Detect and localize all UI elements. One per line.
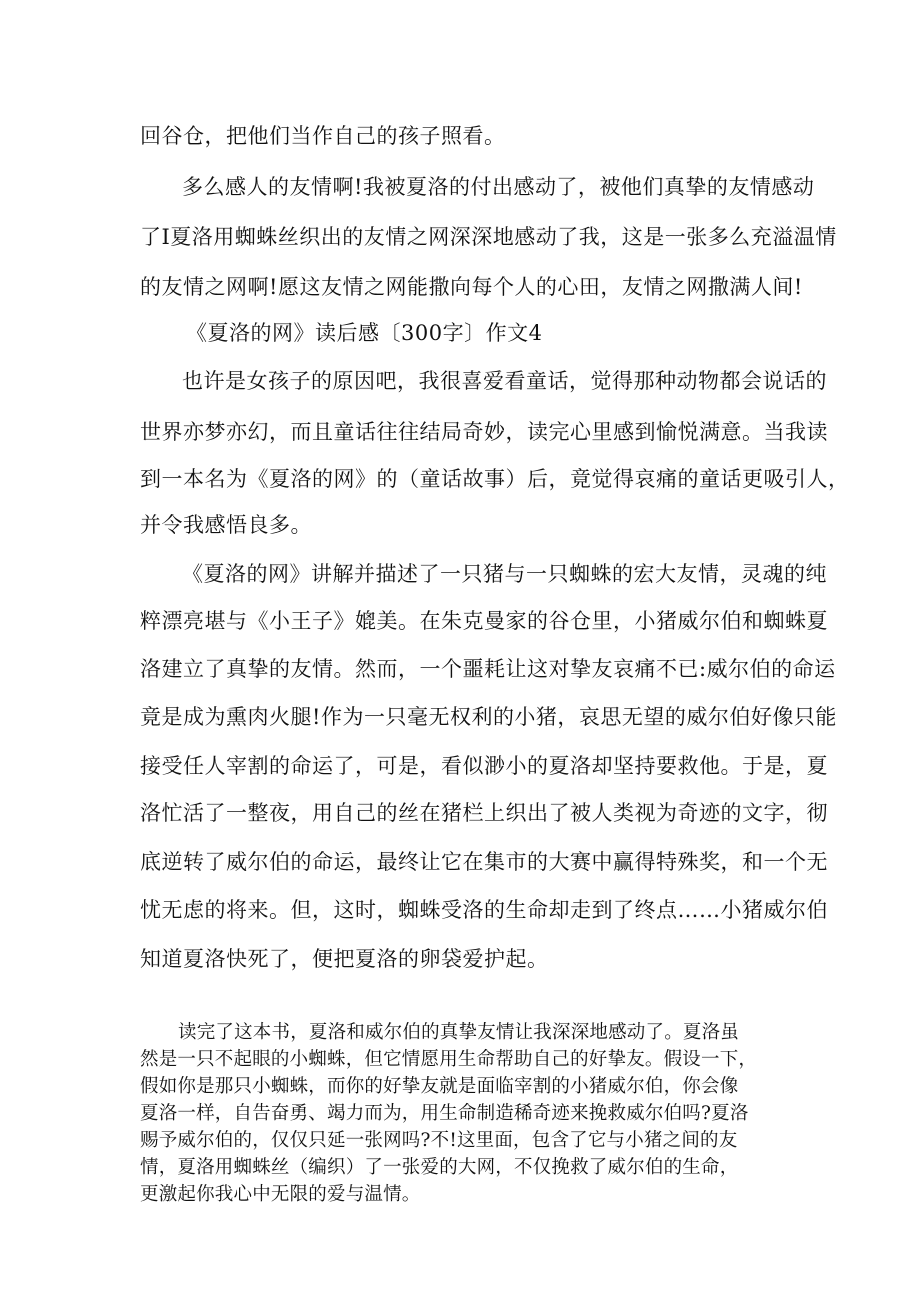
paragraph-line: 知道夏洛快死了，便把夏洛的卵袋爱护起。 — [140, 947, 549, 971]
paragraph-line: 洛建立了真挚的友情。然而，一个噩耗让这对挚友哀痛不已:威尔伯的命运 — [140, 657, 836, 681]
paragraph-line: 赐予威尔伯的，仅仅只延一张网吗?不!这里面，包含了它与小猪之间的友 — [140, 1130, 738, 1151]
paragraph-line: 多么感人的友情啊!我被夏洛的付出感动了，被他们真挚的友情感动 — [182, 175, 815, 199]
paragraph-line: 更激起你我心中无限的爱与温情。 — [140, 1184, 421, 1205]
paragraph-line: 读完了这本书，夏洛和威尔伯的真挚友情让我深深地感动了。夏洛虽 — [178, 1022, 740, 1043]
paragraph-line: 到一本名为《夏洛的网》的（童话故事）后，竟觉得哀痛的童话更吸引人， — [140, 467, 850, 491]
essay-title: 《夏洛的网》读后感〔300字〕作文4 — [186, 321, 543, 345]
paragraph-line: 接受任人宰割的命运了，可是，看似渺小的夏洛却坚持要救他。于是，夏 — [140, 754, 828, 778]
paragraph-line: 情，夏洛用蜘蛛丝（编织）了一张爱的大网，不仅挽救了威尔伯的生命， — [140, 1157, 739, 1178]
paragraph-line: 世界亦梦亦幻，而且童话往往结局奇妙，读完心里感到愉悦满意。当我读 — [140, 420, 828, 444]
paragraph-line: 的友情之网啊!愿这友情之网能撒向每个人的心田，友情之网撒满人间! — [140, 275, 803, 299]
paragraph-line: 假如你是那只小蜘蛛，而你的好挚友就是面临宰割的小猪威尔伯，你会像 — [140, 1076, 739, 1097]
paragraph-line: 底逆转了威尔伯的命运，最终让它在集市的大赛中赢得特殊奖，和一个无 — [140, 850, 828, 874]
paragraph-line: 洛忙活了一整夜，用自己的丝在猪栏上织出了被人类视为奇迹的文字，彻 — [140, 801, 828, 825]
paragraph-line: 了I夏洛用蜘蛛丝织出的友情之网深深地感动了我，这是一张多么充溢温情 — [140, 225, 837, 249]
paragraph-line: 夏洛一样，自告奋勇、竭力而为，用生命制造稀奇迹来挽救威尔伯吗?夏洛 — [140, 1103, 749, 1124]
paragraph-line: 粹漂亮堪与《小王子》媲美。在朱克曼家的谷仓里，小猪威尔伯和蜘蛛夏 — [140, 609, 828, 633]
paragraph-line: 也许是女孩子的原因吧，我很喜爱看童话，觉得那种动物都会说话的 — [182, 369, 827, 393]
paragraph-line: 回谷仓，把他们当作自己的孩子照看。 — [140, 124, 506, 148]
paragraph-line: 然是一只不起眼的小蜘蛛，但它情愿用生命帮助自己的好挚友。假设一下， — [140, 1049, 758, 1070]
paragraph-line: 并令我感悟良多。 — [140, 513, 312, 537]
paragraph-line: 竟是成为熏肉火腿!作为一只毫无权利的小猪，哀思无望的威尔伯好像只能 — [140, 705, 837, 729]
paragraph-line: 《夏洛的网》讲解并描述了一只猪与一只蜘蛛的宏大友情，灵魂的纯 — [182, 562, 827, 586]
paragraph-line: 忧无虑的将来。但，这时，蜘蛛受洛的生命却走到了终点……小猪威尔伯 — [140, 898, 828, 922]
